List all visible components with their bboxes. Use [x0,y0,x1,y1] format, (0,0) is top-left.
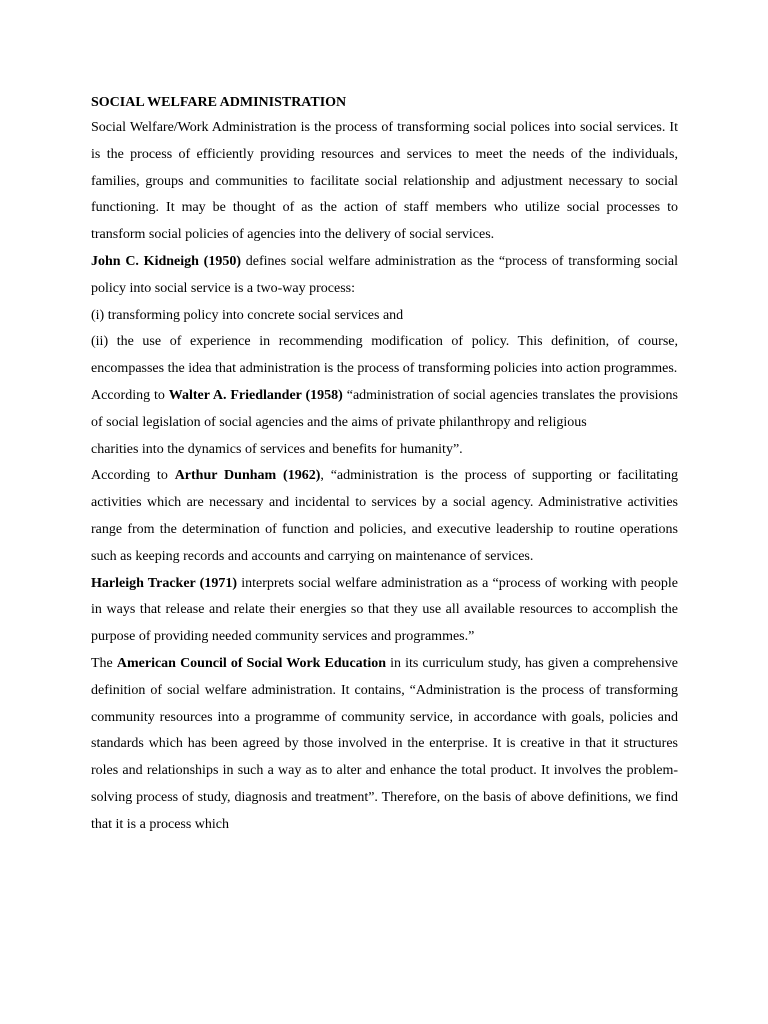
author-tracker: Harleigh Tracker (1971) [91,575,238,591]
author-kidneigh: John C. Kidneigh (1950) [91,253,241,269]
dunham-pre: According to [91,468,175,484]
author-friedlander: Walter A. Friedlander (1958) [168,387,343,403]
paragraph-dunham [91,463,678,570]
friedlander-text: “administration of social agencies translates the provisions of social legislation of social agencies and the aims of private philanthropy and religious [91,387,678,430]
paragraph-acswe [91,651,678,839]
paragraph-kidneigh [91,249,678,303]
author-acswe: American Council of Social Work Education [116,655,387,671]
dunham-text: , “administration is the process of supporting or facilitating activities which are necessary and incidental to services by a social agency. Administrative activities range from the determination of function and policies, and executive leadership to routine operations such as keeping records and accounts and carrying on maintenance of services. [91,468,679,564]
paragraph-point-i: (i) transforming policy into concrete social services and [91,307,404,323]
author-dunham: Arthur Dunham (1962) [174,468,321,484]
paragraph-friedlander [91,383,678,437]
paragraph-friedlander-cont: charities into the dynamics of services and benefits for humanity”. [91,441,463,457]
friedlander-pre: According to [91,387,169,403]
paragraph-definition: Social Welfare/Work Administration is the process of transforming social polices into social services. It is the process of efficiently providing resources and services to meet the needs of the individuals, families, groups and communities to facilitate social relationship and adjustment necessary to social functioning. It may be thought of as the action of staff members who utilize social processes to transform social policies of agencies into the delivery of social services. [91,120,678,243]
tracker-text: interprets social welfare administration as a “process of working with people in ways that release and relate their energies so that they use all available resources to accomplish the purpose of providing needed community services and programmes.” [91,575,678,645]
paragraph-tracker [91,571,678,651]
acswe-text: in its curriculum study, has given a comprehensive definition of social welfare administration. It contains, “Administration is the process of transforming community resources into a programme of community service, in accordance with goals, policies and standards which has been agreed by those involved in the enterprise. It is creative in that it structures roles and relationships in such a way as to alter and enhance the total product. It involves the problem-solving process of study, diagnosis and treatment”. Therefore, on the basis of above definitions, we find that it is a process which [91,655,678,832]
document-title: SOCIAL WELFARE ADMINISTRATION [91,95,347,110]
paragraph-point-ii: (ii) the use of experience in recommending modification of policy. This definition, of course, encompasses the idea that administration is the process of transforming policies into action programmes. [91,334,678,377]
kidneigh-text: defines social welfare administration as the “process of transforming social policy into social service is a two-way process: [91,253,679,296]
acswe-pre: The [91,655,117,671]
